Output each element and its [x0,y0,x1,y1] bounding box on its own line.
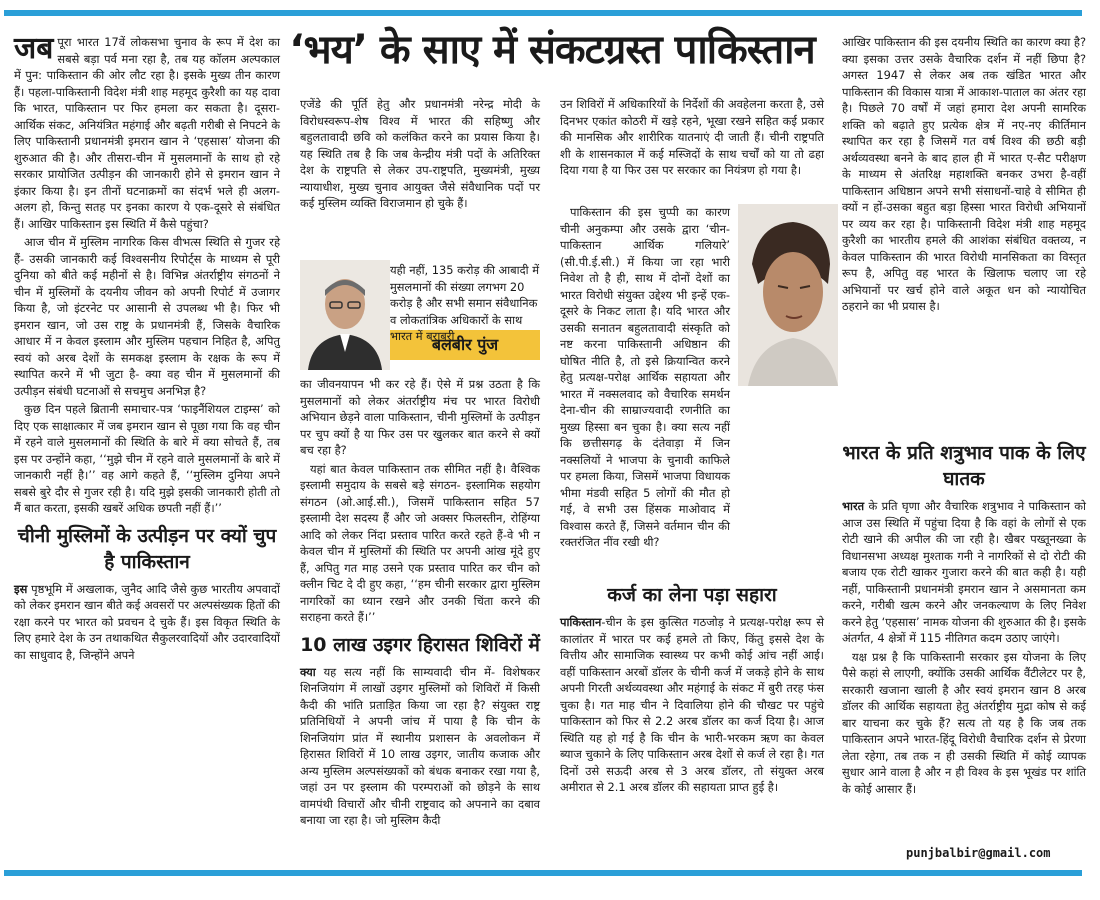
column-4 [842,34,1086,434]
bottom-rule [4,870,1082,876]
author-name: बलबीर पुंज [390,330,540,360]
headline: ‘भय’ के साए में संकटग्रस्त पाकिस्तान [289,27,815,73]
paragraph: के प्रति घृणा और वैचारिक शत्रुभाव ने पाकिस्तान को आज उस स्थिति में पहुंचा दिया है कि वहां के लोगों से एक रोटी खाने की अपील की जा रही है। खैबर पख्तूनख्वा के विधानसभा अध्यक्ष मुश्ताक गनी ने नागरिकों से दो रोटी की बजाय एक रोटी खाकर गुजारा करने की बात कही है। यही नहीं, पाकिस्तानी प्रधानमंत्री इमरान खान ने असमानता कम करने, गरीबी खत्म करने और जनकल्याण के लिए निवेश करने हेतु ‘एहसास’ नामक योजना की शुरुआत की है। इसके अंतर्गत, 4 क्षेत्रों में 115 नीतिगत कदम उठाए जाएंगे। [842,499,1086,645]
paragraph: यह सत्य नहीं कि साम्यवादी चीन में- विशेषकर शिनजियांग में लाखों उइगर मुस्लिमों को शिविरों में किसी कैदी की भांति प्रताड़ित किया जा रहा है? संयुक्त राष्ट्र प्रतिनिधियों ने अपनी जांच में पाया है कि चीन के शिनजियांग प्रांत में स्थानीय प्रशासन के अवलोकन में हिरासत शिविरों में 10 लाख उइगर, जातीय कजाक और अन्य मुस्लिम अल्पसंख्यकों को बंधक बनाकर रखा गया है, जहां उन पर इस्लाम की परम्पराओं को छोड़ने के साथ वामपंथी विचारों और चीनी राष्ट्रवाद को अपनाने का दबाव बनाया जा रहा है। जो मुस्लिम कैदी [300,664,540,827]
lead-word: पाकिस्तान [560,615,602,629]
lead-word: भारत [842,499,865,513]
lead-word: इस [14,581,28,596]
text-flow-overflow [560,390,824,576]
column-2-continued [300,376,540,866]
paragraph: आखिर पाकिस्तान की इस दयनीय स्थिति का कारण क्या है? क्या इसका उत्तर उसके वैचारिक दर्शन में नहीं छिपा है? अगस्त 1947 से लेकर अब तक खंडित भारत और पाकिस्तान की विकास यात्रा में आकाश-पाताल का अंतर रहा है। पिछले 70 वर्षों में जहां हमारा देश अपनी सामरिक शक्ति को बढ़ाते हुए प्रत्येक क्षेत्र में नए-नए कीर्तिमान स्थापित कर रहा है जिसमें गत वर्ष विश्व की छठी बड़ी अर्थव्यवस्था बनने के बाद हाल ही में भारत ए-सैट परीक्षण के माध्यम से अंतरिक्ष महाशक्ति बनकर उभरा है-वहीं पाकिस्तान अधिष्ठान अपने सभी संसाधनों-चाहे वे सीमित ही क्यों न हों-उसका बहुत बड़ा हिस्सा भारत विरोधी अभियानों पर व्यय कर रहा है। पाकिस्तानी विदेश मंत्री शाह महमूद कुरैशी का भारतीय हमले की आशंका संबंधित वक्तव्य, न केवल पाकिस्तान की भारत विरोधी मानसिकता का विस्तृत रूप है, अपितु वह भारत के खिलाफ चलाए जा रहे अभियानों पर खर्च होने वाले अकूत धन को न्यायोचित ठहराने का भी प्रयास है। [842,35,1086,313]
paragraph: यक्ष प्रश्न है कि पाकिस्तानी सरकार इस योजना के लिए पैसे कहां से लाएगी, क्योंकि उसकी आर्थिक वैंटीलेटर पर है, सरकारी खजाना खाली है और स्वयं इमरान खान 8 अरब डॉलर की आर्थिक सहायता हेतु अंतर्राष्ट्रीय मुद्रा कोष से कई बार याचना कर चुके हैं? सत्य तो यह है कि जब तक पाकिस्तान अपने भारत-हिंदू विरोधी वैचारिक दर्शन से प्रेरणा लेता रहेगा, तब तक न ही उसकी स्थिति में कोई व्यापक सुधार आने वाला है और न ही विश्व के इस भूखंड पर शांति के कोई आसार हैं। [842,649,1086,796]
column-3-continued [560,204,730,549]
author-photo [300,260,390,370]
lead-word: क्या [300,664,316,679]
subheading: कर्ज का लेना पड़ा सहारा [607,584,777,606]
author-email: punjbalbir@gmail.com [906,846,1051,860]
paragraph: पृष्ठभूमि में अखलाक, जुनैद आदि जैसे कुछ भारतीय अपवादों को लेकर इमरान खान बीते कई अवसरों पर अल्पसंख्यक हितों की रक्षा करने पर भारत को प्रवचन दे चुके हैं। इस विकृत स्थिति के लिए हमारे देश के उन तथाकथित सैकुलरवादियों और उदारवादियों का साधुवाद है, जिन्होंने अपने [14,581,280,662]
top-rule [4,10,1082,16]
paragraph: -चीन के इस कुत्सित गठजोड़ ने प्रत्यक्ष-परोक्ष रूप से कालांतर में भारत पर कई हमले तो किए, किंतु इससे देश के वित्तीय और सामाजिक स्वास्थ्य पर कभी कोई आंच नहीं आई। वहीं पाकिस्तान अरबों डॉलर के चीनी कर्ज में जकड़े होने के साथ अपनी गिरती अर्थव्यवस्था और महंगाई के संकट में बुरी तरह फंस चुका है। गत माह चीन ने दिवालिया होने की चौखट पर पहुंचे पाकिस्तान को फिर से 2.2 अरब डॉलर का कर्ज दिया है। आज स्थिति यह हो गई है कि चीन के भारी-भरकम ऋण का केवल ब्याज चुकाने के लिए पाकिस्तान अरब देशों से कर्ज ले रहा है। गत दिनों उसे सऊदी अरब से 3 अरब डॉलर, तो संयुक्त अरब अमीरात से 2.1 अरब डॉलर की सहायता प्राप्त हुई है। [560,615,824,794]
subheading: भारत के प्रति शत्रुभाव पाक के लिए घातक [842,442,1086,490]
paragraph: उन शिविरों में अधिकारियों के निर्देशों की अवहेलना करता है, उसे दिनभर एकांत कोठरी में खड़े रहने, भूखा रखने सहित कई प्रकार की मानसिक और शारीरिक यातनाएं दी जाती हैं। चीनी राष्ट्रपति शी के शासनकाल में कई मस्जिदों के साथ चर्चों को या तो ढहा दिया गया है या फिर उस पर सरकार का नियंत्रण हो गया है। [560,97,824,177]
paragraph: कुछ दिन पहले ब्रितानी समाचार-पत्र ‘फाइनैंशियल टाइम्स’ को दिए एक साक्षात्कार में जब इमरान खान से पूछा गया कि वह चीन में रहने वाले मुसलमानों की स्थिति के बारे में क्या सोचते हैं, तब इस पर उन्होंने कहा, ‘‘मुझे चीन में रहने वाले मुसलमानों के बारे में जानकारी नहीं है।’’ वह आगे कहते हैं, ‘‘मुस्लिम दुनिया अपने सबसे बुरे दौर से गुजर रही है। यदि मुझे इसकी जानकारी होती तो मैं बात करता, इसकी खबरें अधिक छपती नहीं हैं।’’ [14,402,280,515]
column-1 [14,31,280,866]
column-2 [300,96,540,258]
paragraph: पूरा भारत 17वें लोकसभा चुनाव के रूप में देश का सबसे बड़ा पर्व मना रहा है, तब यह कॉलम अल्पकाल में पुन: पाकिस्तान की ओर लौट रहा है। इसके मुख्य तीन कारण हैं। पहला-पाकिस्तानी विदेश मंत्री शाह महमूद कुरैशी का यह दावा कि भारत, पाकिस्तान पर फिर हमला कर सकता है। दूसरा- आर्थिक संकट, अनियंत्रित महंगाई और बढ़ती गरीबी से निपटने के लिए पाकिस्तानी प्रधानमंत्री इमरान खान ने ‘एहसास’ योजना की शुरुआत की है। और तीसरा-चीन में मुसलमानों के साथ हो रहे सरकार प्रायोजित उत्पीड़न की जानकारी होने से इमरान खान ने इंकार किया है। इन तीनों घटनाक्रमों का संदर्भ भले ही अलग-अलग हो, किन्तु सतह पर इनका कारण ये एक-दूसरे से संबंधित हैं। आखिर पाकिस्तान इस स्थिति में कैसे पहुंचा? [14,35,280,231]
paragraph: का जीवनयापन भी कर रहे हैं। ऐसे में प्रश्न उठता है कि मुसलमानों को लेकर अंतर्राष्ट्रीय मंच पर भारत विरोधी अभियान छेड़ने वाला पाकिस्तान, चीनी मुस्लिमों के उत्पीड़न पर चुप क्यों है या फिर उस पर खुलकर बात करने से क्यों बच रहा है? [300,377,540,457]
paragraph: पाकिस्तान की इस चुप्पी का कारण चीनी अनुकम्पा और उसके द्वारा ‘चीन-पाकिस्तान आर्थिक गलियारे’ (सी.पी.ई.सी.) में किया जा रहा भारी निवेश तो है ही, साथ में दोनों देशों का भारत विरोधी संयुक्त उद्देश्य भी इन्हें एक-दूसरे के निकट लाता है। यदि भारत और उसकी सनातन बहुलतावादी संस्कृति को नष्ट करना पाकिस्तानी अधिष्ठान की घोषित नीति है, तो इसे क्रियान्वित करने हेतु प्रत्यक्ष-परोक्ष आर्थिक सहायता और भारत में नक्सलवाद को वैचारिक समर्थन देना-चीन की साम्राज्यवादी रणनीति का मुख्य हिस्सा बन चुका है। क्या सत्य नहीं कि छत्तीसगढ़ के दंतेवाड़ा में जिन नक्सलियों ने भाजपा के चुनावी काफिले पर हमला किया, जिसमें भाजपा विधायक भीमा मंडवी सहित 5 लोगों की मौत हो गई, वे सभी उस हिंसक माओवाद में विश्वास करते हैं, जिसने वर्तमान चीन की रक्तरंजित नींव रखी थी? [560,205,730,549]
dropcap: जब [14,31,54,66]
paragraph: एजेंडे की पूर्ति हेतु और प्रधानमंत्री नरेन्द्र मोदी के विरोधस्वरूप-शेष विश्व में भारत की सहिष्णु और बहुलतावादी छवि को कलंकित करने का प्रयास किया है। यह स्थिति तब है कि जब केन्द्रीय मंत्री पदों के अतिरिक्त देश के राष्ट्रपति से लेकर उप-राष्ट्रपति, मुख्यमंत्री, मुख्य न्यायाधीश, मुख्य चुनाव आयुक्त जैसे संवैधानिक पदों पर कई मुस्लिम व्यक्ति विराजमान हो चुके हैं। [300,97,540,210]
paragraph: यहां बात केवल पाकिस्तान तक सीमित नहीं है। वैश्विक इस्लामी समुदाय के सबसे बड़े संगठन- इस्लामिक सहयोग संगठन (ओ.आई.सी.), जिसमें पाकिस्तान सहित 57 इस्लामी देश सदस्य हैं और जो अक्सर फिलस्तीन, रोहिंग्या आदि को लेकर निंदा प्रस्ताव पारित करते रहते हैं-वे भी न केवल चीन में मुस्लिमों की स्थिति पर अपनी आंख मूंदे हुए हैं, अपितु गत माह उसने एक प्रस्ताव पारित कर चीन को क्लीन चिट दे दी हुए कहा, ‘‘हम चीनी सरकार द्वारा मुस्लिम नागरिकों का ध्यान रखने और उनकी चिंता करने की सराहना करते हैं।’’ [300,461,540,624]
imran-khan-photo [738,204,838,386]
subheading: चीनी मुस्लिमों के उत्पीड़न पर क्यों चुप है पाकिस्तान [17,524,277,573]
column-3-lower [560,390,824,866]
paragraph: आज चीन में मुस्लिम नागरिक किस वीभत्स स्थिति से गुजर रहे हैं- उसकी जानकारी कई विश्वसनीय रिपोर्ट्स के माध्यम से पूरी दुनिया को बीते कई महीनों से है। विभिन्न अंतर्राष्ट्रीय संगठनों ने चीन में मुस्लिमों के दयनीय जीवन को अपनी रिपोर्ट में उजागर किया है, जो इंटरनेट पर आसानी से उपलब्ध भी है। फिर भी इमरान खान, जो उस राष्ट्र के प्रधानमंत्री हैं, जिसके वैचारिक आधार में न केवल इस्लाम और मुस्लिम पहचान निहित है, अपितु स्वयं को अरब देशों के समकक्ष इस्लाम के रक्षक के रूप में स्थापित करने में भी जुटा है- क्या वह चीन में मुसलमानों की उत्पीड़न संबंधी घटनाओं से सचमुच अनभिज्ञ है? [14,235,280,398]
column-3 [560,96,824,202]
author-side-text: यही नहीं, 135 करोड़ की आबादी में मुसलमानों की संख्या लगभग 20 करोड़ है और सभी समान संवैधानिक व लोकतांत्रिक अधिकारों के साथ भारत में बराबरी [390,263,540,343]
subheading: 10 लाख उइगर हिरासत शिविरों में [300,633,540,656]
column-4-lower [842,434,1086,842]
